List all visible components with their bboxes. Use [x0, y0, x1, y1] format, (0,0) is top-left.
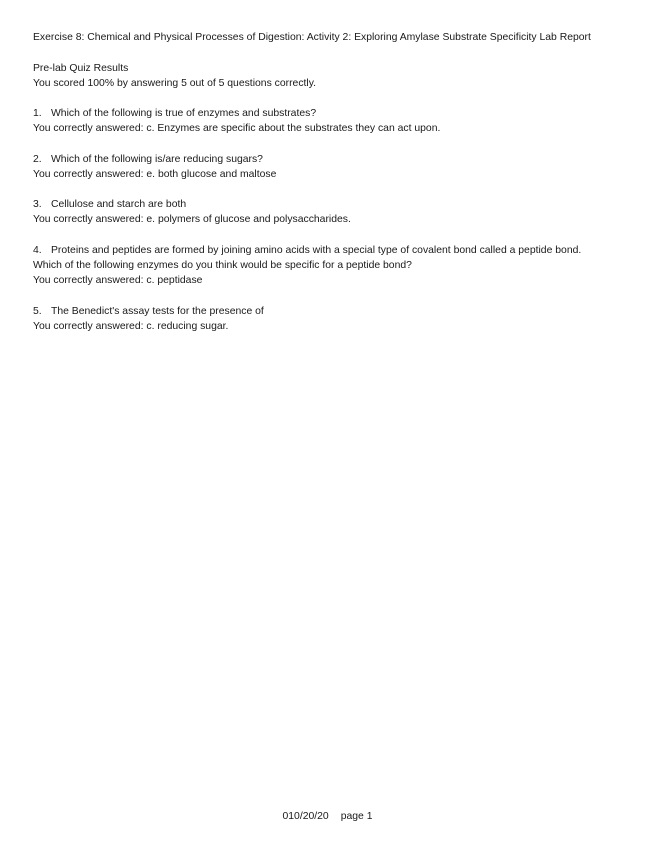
question-1 — [33, 106, 440, 136]
question-number: 3. — [33, 199, 42, 210]
footer-date: 010/20/20 — [282, 811, 329, 822]
quiz-results-heading: Pre-lab Quiz Results — [33, 63, 129, 74]
question-answer: You correctly answered: c. Enzymes are specific about the substrates they can act upon. — [33, 123, 441, 135]
question-2 — [33, 152, 276, 182]
report-title: Exercise 8: Chemical and Physical Processes of Digestion: Activity 2: Exploring Amylase Substrate Specificity Lab Report — [33, 32, 591, 43]
question-number: 2. — [33, 154, 42, 165]
question-4 — [33, 243, 581, 289]
question-text: Cellulose and starch are both — [51, 199, 187, 210]
question-number: 1. — [33, 108, 42, 119]
question-answer: You correctly answered: e. both glucose and maltose — [33, 169, 277, 181]
question-text: Proteins and peptides are formed by joining amino acids with a special type of covalent bond called a peptide bond. — [51, 245, 582, 256]
question-text: Which of the following is true of enzymes and substrates? — [51, 108, 317, 119]
question-text: Which of the following is/are reducing sugars? — [51, 154, 263, 165]
question-answer: You correctly answered: e. polymers of glucose and polysaccharides. — [33, 214, 351, 226]
quiz-score-text: You scored 100% by answering 5 out of 5 questions correctly. — [33, 78, 317, 90]
page-footer — [0, 809, 655, 824]
question-answer: You correctly answered: c. peptidase — [33, 275, 203, 287]
question-number: 4. — [33, 245, 42, 256]
page-number: page 1 — [340, 811, 373, 822]
question-answer: You correctly answered: c. reducing sugar. — [33, 321, 229, 333]
question-text-continued: Which of the following enzymes do you think would be specific for a peptide bond? — [33, 260, 412, 272]
question-text: The Benedict's assay tests for the presence of — [51, 306, 264, 317]
quiz-summary — [33, 61, 316, 91]
question-5 — [33, 304, 264, 334]
question-3 — [33, 197, 351, 227]
question-number: 5. — [33, 306, 42, 317]
